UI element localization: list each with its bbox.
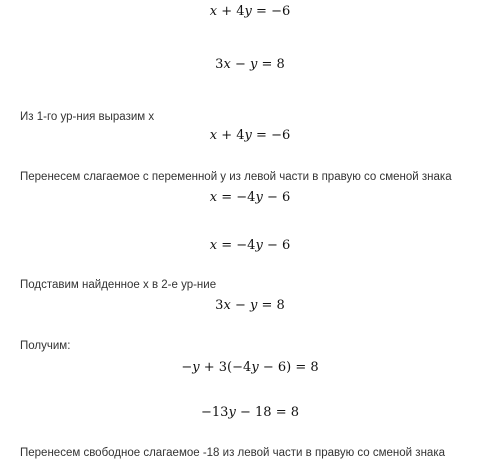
equation-5: x = −4y − 6 xyxy=(209,238,291,253)
step-text-1: Из 1-го ур-ния выразим x xyxy=(20,111,155,123)
equation-1: x + 4y = −6 xyxy=(209,4,291,19)
step-text-2: Перенесем слагаемое с переменной y из левой части в правую со сменой знака xyxy=(20,171,452,183)
equation-2: 3x − y = 8 xyxy=(215,57,285,72)
equation-3: x + 4y = −6 xyxy=(209,128,291,143)
equation-7: −y + 3(−4y − 6) = 8 xyxy=(181,360,319,375)
equation-6: 3x − y = 8 xyxy=(215,298,285,313)
equation-4: x = −4y − 6 xyxy=(209,190,291,205)
equation-8: −13y − 18 = 8 xyxy=(200,405,300,420)
step-text-4: Получим: xyxy=(20,340,71,352)
step-text-5: Перенесем свободное слагаемое -18 из левой части в правую со сменой знака xyxy=(20,447,446,459)
step-text-3: Подставим найденное x в 2-е ур-ние xyxy=(20,279,217,291)
